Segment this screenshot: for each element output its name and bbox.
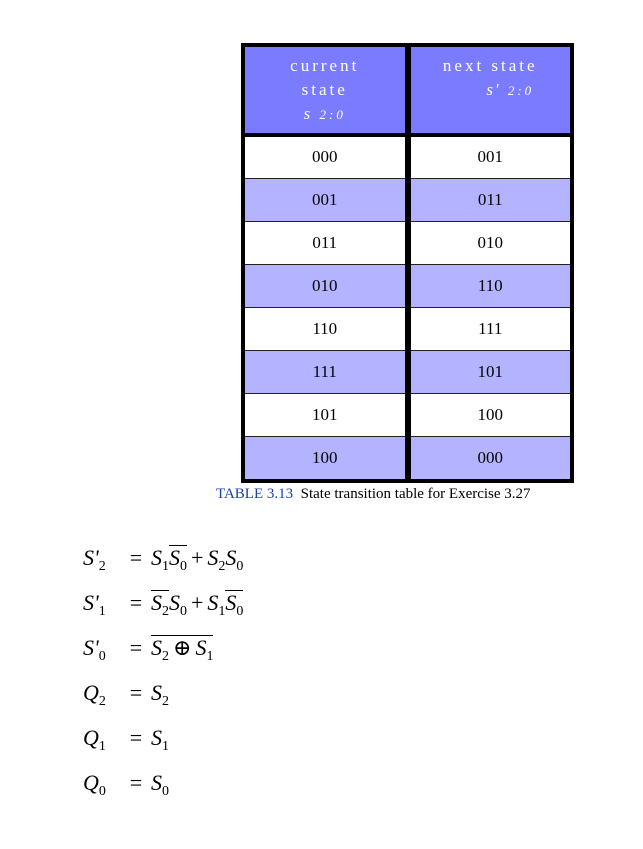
equation-rhs	[151, 635, 214, 664]
cell-next: 001	[408, 135, 571, 178]
equation-rhs	[151, 590, 244, 619]
table-row	[245, 436, 570, 479]
plus-operator: +	[191, 590, 204, 615]
table-row	[245, 178, 570, 221]
complement-bar	[151, 635, 214, 664]
equation-rhs	[151, 725, 169, 754]
lhs-subscript: 1	[98, 604, 106, 619]
table-row	[245, 135, 570, 178]
lhs-subscript: 2	[98, 559, 106, 574]
equation-lhs	[83, 545, 121, 574]
complement-bar	[225, 590, 244, 619]
header-next-subscript: 2:0	[507, 83, 535, 98]
cell-current: 011	[245, 221, 408, 264]
var: S	[151, 725, 162, 750]
equation-lhs	[83, 590, 121, 619]
header-current-state	[245, 47, 408, 135]
equation-lhs	[83, 680, 121, 709]
lhs-symbol: S'	[83, 590, 99, 615]
table-row	[245, 350, 570, 393]
var: S	[207, 545, 219, 570]
equations-block	[83, 545, 243, 815]
equation-q2	[83, 680, 243, 725]
equation-q1	[83, 725, 243, 770]
equals-sign: =	[129, 680, 143, 705]
var-subscript: 0	[180, 604, 187, 619]
equation-lhs	[83, 635, 121, 664]
header-current-symbol: s	[303, 104, 313, 123]
caption-text: State transition table for Exercise 3.27	[300, 486, 531, 502]
lhs-symbol: S'	[83, 545, 99, 570]
cell-next: 110	[408, 264, 571, 307]
header-next-symbol: s'	[486, 80, 501, 99]
var-subscript: 1	[162, 559, 169, 574]
var: S	[151, 545, 162, 570]
header-current-symbol-wrap	[245, 102, 405, 127]
equals-sign: =	[129, 725, 143, 750]
equals-sign: =	[129, 635, 143, 660]
lhs-subscript: 0	[98, 649, 106, 664]
var: S	[151, 770, 162, 795]
equals-sign: =	[129, 770, 143, 795]
cell-next: 101	[408, 350, 571, 393]
lhs-symbol: Q	[83, 770, 99, 795]
var: S	[151, 590, 162, 615]
var-subscript: 0	[236, 559, 244, 574]
cell-next: 010	[408, 221, 571, 264]
plus-operator: +	[191, 545, 204, 570]
table-row	[245, 307, 570, 350]
var-subscript: 1	[218, 604, 226, 619]
equation-rhs	[151, 680, 169, 709]
header-next-symbol-wrap	[411, 78, 571, 103]
table-row	[245, 393, 570, 436]
table-row	[245, 221, 570, 264]
header-current-subscript: 2:0	[319, 107, 346, 122]
equation-s0-next	[83, 635, 243, 680]
equation-q0	[83, 770, 243, 815]
lhs-subscript: 2	[98, 694, 106, 709]
table-caption	[216, 486, 531, 503]
var-subscript: 1	[162, 739, 169, 754]
cell-current: 001	[245, 178, 408, 221]
lhs-symbol: S'	[83, 635, 99, 660]
var: S	[169, 545, 180, 570]
lhs-symbol: Q	[83, 680, 99, 705]
cell-next: 111	[408, 307, 571, 350]
complement-bar	[169, 545, 187, 574]
cell-current: 101	[245, 393, 408, 436]
cell-current: 110	[245, 307, 408, 350]
header-next-line1: next state	[442, 56, 538, 75]
equation-s1-next	[83, 590, 243, 635]
header-current-line1: current	[290, 56, 360, 75]
cell-current: 111	[245, 350, 408, 393]
var-subscript: 0	[162, 784, 169, 799]
var: S	[169, 590, 180, 615]
equals-sign: =	[129, 590, 143, 615]
var: S	[195, 635, 207, 660]
header-next-state	[408, 47, 571, 135]
var-subscript: 2	[162, 694, 169, 709]
caption-tag: TABLE 3.13	[216, 486, 294, 502]
cell-next: 100	[408, 393, 571, 436]
var: S	[225, 545, 237, 570]
cell-next: 000	[408, 436, 571, 479]
equation-lhs	[83, 725, 121, 754]
lhs-subscript: 0	[98, 784, 106, 799]
equals-sign: =	[129, 545, 143, 570]
state-transition-table	[245, 47, 570, 479]
equation-s2-next	[83, 545, 243, 590]
var-subscript: 2	[162, 604, 169, 619]
table-row	[245, 264, 570, 307]
var: S	[151, 680, 162, 705]
var: S	[225, 590, 237, 615]
var: S	[151, 635, 162, 660]
xor-operator: ⊕	[173, 635, 192, 660]
lhs-subscript: 1	[98, 739, 106, 754]
cell-next: 011	[408, 178, 571, 221]
complement-bar	[151, 590, 169, 619]
header-current-line2: state	[301, 80, 348, 99]
var: S	[207, 590, 219, 615]
table-header-row	[245, 47, 570, 135]
equation-rhs	[151, 770, 169, 799]
cell-current: 010	[245, 264, 408, 307]
var-subscript: 2	[162, 649, 169, 664]
var-subscript: 0	[180, 559, 187, 574]
var-subscript: 0	[236, 604, 244, 619]
var-subscript: 1	[206, 649, 214, 664]
equation-rhs	[151, 545, 244, 574]
cell-current: 000	[245, 135, 408, 178]
equation-lhs	[83, 770, 121, 799]
state-transition-table-frame	[241, 43, 574, 483]
cell-current: 100	[245, 436, 408, 479]
var-subscript: 2	[218, 559, 226, 574]
lhs-symbol: Q	[83, 725, 99, 750]
